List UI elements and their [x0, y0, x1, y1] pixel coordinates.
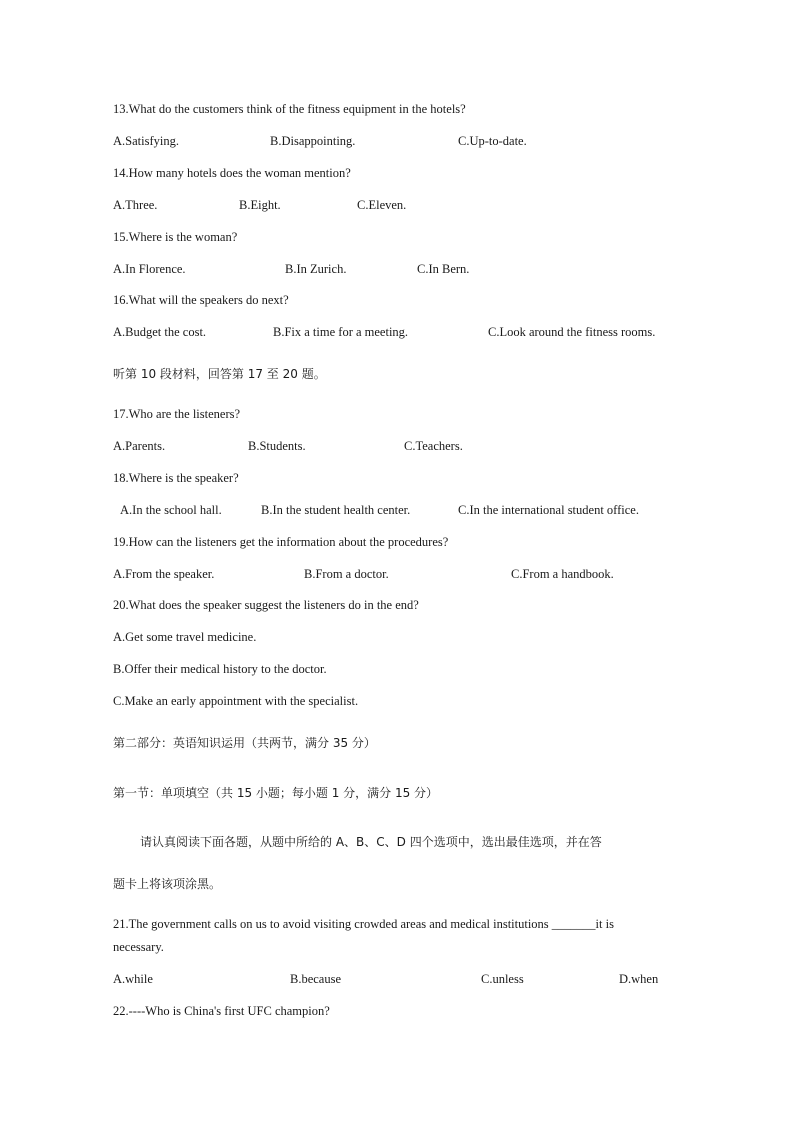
q18-option-c: C.In the international student office.	[458, 503, 639, 517]
q18-option-b: B.In the student health center.	[261, 503, 411, 517]
q13-option-b: B.Disappointing.	[270, 134, 356, 148]
q14-option-b: B.Eight.	[239, 198, 281, 212]
q16-option-a: A.Budget the cost.	[113, 325, 207, 339]
q15-option-a: A.In Florence.	[113, 262, 186, 276]
q16-text: 16.What will the speakers do next?	[113, 293, 289, 307]
q14-text: 14.How many hotels does the woman mention?	[113, 166, 351, 180]
q21-option-b: B.because	[290, 972, 342, 986]
q19-option-a: A.From the speaker.	[113, 567, 215, 581]
q16-option-c: C.Look around the fitness rooms.	[488, 325, 656, 339]
q17-text: 17.Who are the listeners?	[113, 407, 241, 421]
q19-text: 19.How can the listeners get the information about the procedures?	[113, 535, 449, 549]
q13-text: 13.What do the customers think of the fitness equipment in the hotels?	[113, 102, 466, 116]
instructions-line-2: 题卡上将该项涂黑。	[113, 877, 222, 891]
q20-option-b: B.Offer their medical history to the doctor.	[113, 662, 327, 676]
q21-option-a: A.while	[113, 972, 153, 986]
q21-text-line-1: 21.The government calls on us to avoid visiting crowded areas and medical institutions _______it is	[113, 917, 614, 931]
q19-option-c: C.From a handbook.	[511, 567, 614, 581]
q18-option-a: A.In the school hall.	[120, 503, 222, 517]
q14-option-a: A.Three.	[113, 198, 158, 212]
q13-option-a: A.Satisfying.	[113, 134, 179, 148]
q17-option-a: A.Parents.	[113, 439, 166, 453]
q14-option-c: C.Eleven.	[357, 198, 407, 212]
q15-option-b: B.In Zurich.	[285, 262, 347, 276]
q16-option-b: B.Fix a time for a meeting.	[273, 325, 409, 339]
q18-text: 18.Where is the speaker?	[113, 471, 239, 485]
q21-option-c: C.unless	[481, 972, 524, 986]
instructions-line-1: 请认真阅读下面各题，从题中所给的 A、B、C、D 四个选项中，选出最佳选项，并在答	[140, 835, 602, 849]
q21-option-d: D.when	[619, 972, 659, 986]
q15-text: 15.Where is the woman?	[113, 230, 238, 244]
q20-text: 20.What does the speaker suggest the listeners do in the end?	[113, 598, 419, 612]
part-2-heading: 第二部分：英语知识运用（共两节，满分 35 分）	[113, 736, 376, 750]
q15-option-c: C.In Bern.	[417, 262, 470, 276]
q22-text: 22.----Who is China's first UFC champion?	[113, 1004, 330, 1018]
q17-option-c: C.Teachers.	[404, 439, 463, 453]
q20-option-a: A.Get some travel medicine.	[113, 630, 257, 644]
q13-option-c: C.Up-to-date.	[458, 134, 527, 148]
section-10-heading: 听第 10 段材料，回答第 17 至 20 题。	[113, 367, 326, 381]
q17-option-b: B.Students.	[248, 439, 306, 453]
section-1-heading: 第一节：单项填空（共 15 小题；每小题 1 分，满分 15 分）	[113, 786, 439, 800]
q19-option-b: B.From a doctor.	[304, 567, 389, 581]
q20-option-c: C.Make an early appointment with the specialist.	[113, 694, 359, 708]
q21-text-line-2: necessary.	[113, 940, 164, 954]
